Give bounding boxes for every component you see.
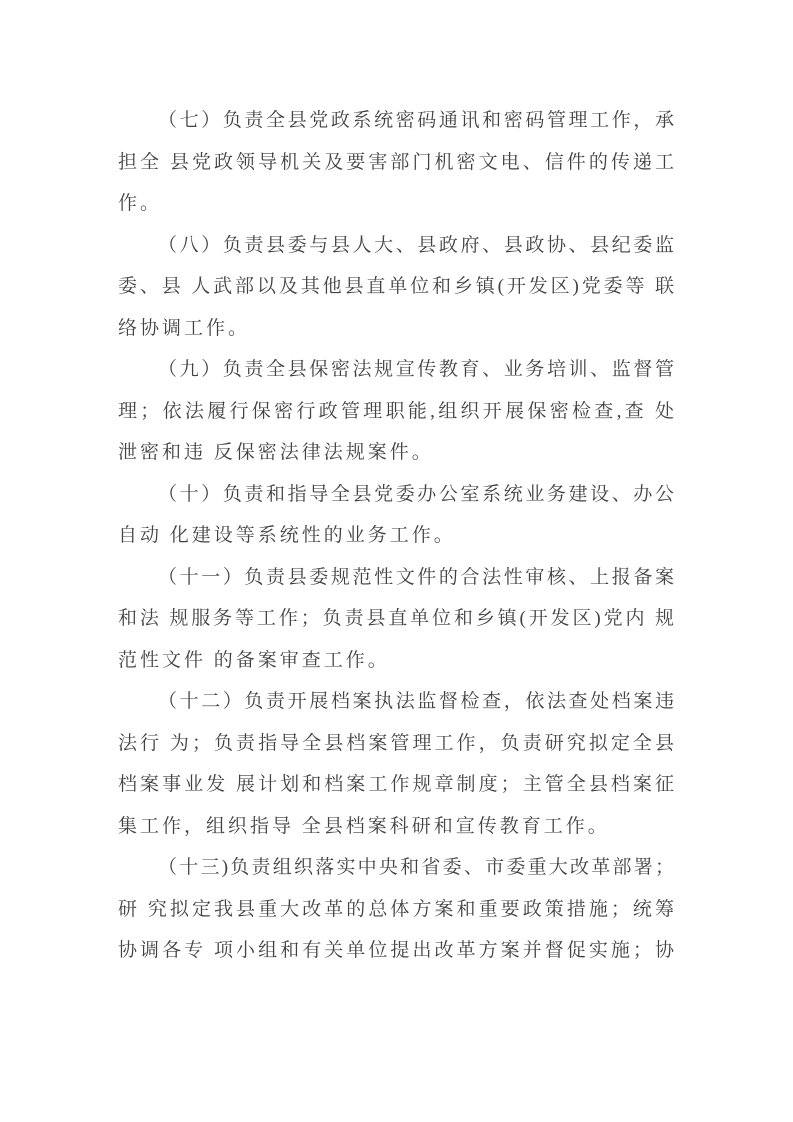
text-line: 作。 bbox=[118, 193, 163, 214]
text-line: 担全 县党政领导机关及要害部门机密文电、信件的传递工 bbox=[118, 151, 675, 173]
document-body bbox=[118, 100, 675, 972]
text-line: 档案事业发 展计划和档案工作规章制度；主管全县档案征 bbox=[118, 774, 675, 795]
text-line: （十一）负责县委规范性文件的合法性审核、上报备案 bbox=[158, 566, 675, 588]
text-line: 研 究拟定我县重大改革的总体方案和重要政策措施；统筹 bbox=[118, 898, 675, 920]
paragraph-item-9 bbox=[118, 349, 675, 474]
text-line: （九）负责全县保密法规宣传教育、业务培训、监督管 bbox=[158, 359, 675, 380]
text-line: （八）负责县委与县人大、县政府、县政协、县纪委监 bbox=[158, 234, 675, 256]
text-line: 和法 规服务等工作；负责县直单位和乡镇(开发区)党内 规 bbox=[118, 608, 675, 629]
text-line: 泄密和违 反保密法律法规案件。 bbox=[118, 442, 434, 463]
text-line: （七）负责全县党政系统密码通讯和密码管理工作，承 bbox=[158, 110, 675, 131]
paragraph-item-11 bbox=[118, 557, 675, 682]
text-line: 络协调工作。 bbox=[118, 317, 251, 339]
text-line: 法行 为；负责指导全县档案管理工作，负责研究拟定全县 bbox=[118, 732, 675, 754]
paragraph-item-8 bbox=[118, 225, 675, 350]
paragraph-item-13 bbox=[118, 847, 675, 972]
paragraph-item-12 bbox=[118, 681, 675, 847]
text-line: 委、县 人武部以及其他县直单位和乡镇(开发区)党委等 联 bbox=[118, 276, 675, 297]
paragraph-item-7 bbox=[118, 100, 675, 225]
text-line: 理；依法履行保密行政管理职能,组织开展保密检查,查 处 bbox=[118, 400, 675, 422]
text-line: （十三)负责组织落实中央和省委、市委重大改革部署； bbox=[158, 857, 675, 878]
text-line: 范性文件 的备案审查工作。 bbox=[118, 649, 390, 671]
text-line: （十）负责和指导全县党委办公室系统业务建设、办公 bbox=[158, 483, 675, 505]
text-line: 协调各专 项小组和有关单位提出改革方案并督促实施；协 bbox=[118, 940, 675, 961]
text-line: 集工作，组织指导 全县档案科研和宣传教育工作。 bbox=[118, 815, 610, 837]
text-line: 自动 化建设等系统性的业务工作。 bbox=[118, 525, 456, 546]
paragraph-item-10 bbox=[118, 474, 675, 557]
text-line: （十二）负责开展档案执法监督检查，依法查处档案违 bbox=[158, 691, 675, 712]
